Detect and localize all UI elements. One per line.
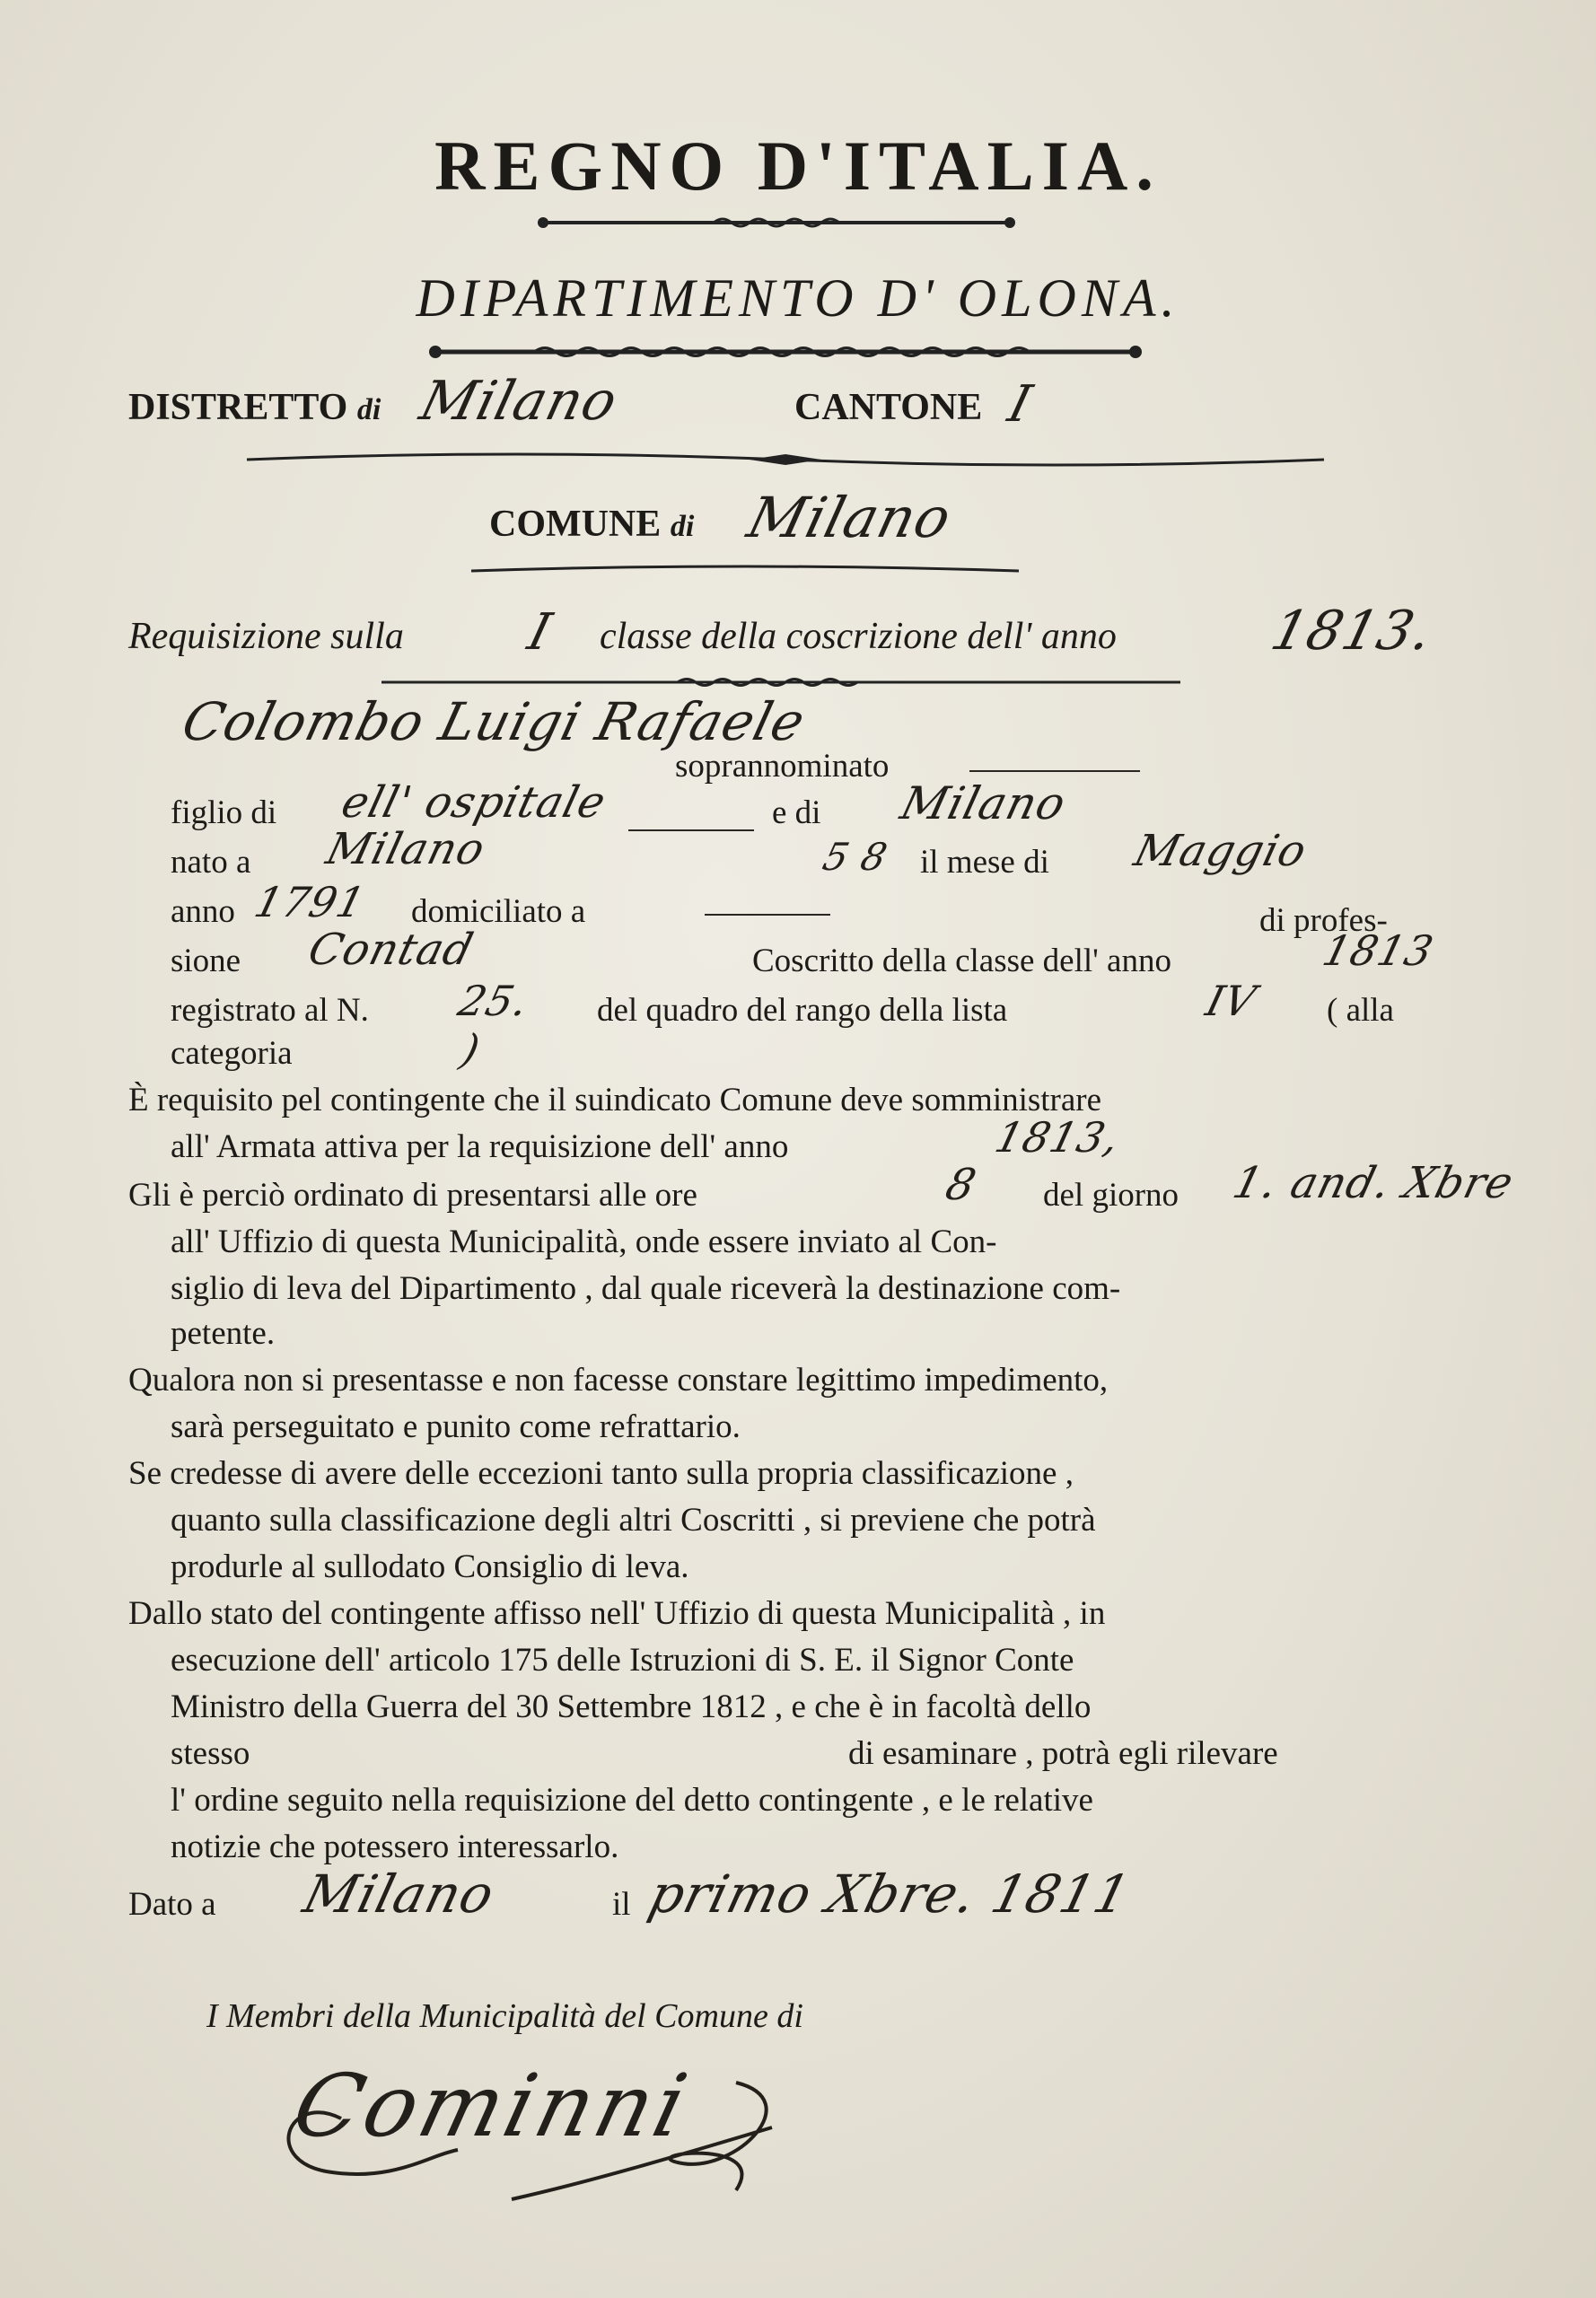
categoria-label: categoria [171, 1035, 293, 1072]
anno-label: anno [171, 893, 235, 930]
p5-line4b: di esaminare , potrà egli rilevare [848, 1735, 1278, 1772]
birthplace-value: Milano [321, 824, 491, 874]
giorno-label: del giorno [1043, 1177, 1179, 1214]
father-line [628, 829, 754, 831]
domicile-line [705, 914, 830, 916]
alla-label: ( alla [1327, 992, 1394, 1029]
birth-month-value: Maggio [1129, 826, 1312, 876]
quadro-label: del quadro del rango della lista [597, 992, 1008, 1029]
p4-line2: quanto sulla classificazione degli altri Coscritti , si previene che potrà [171, 1502, 1096, 1539]
p3-line2: sarà perseguitato e punito come refrattario. [171, 1408, 741, 1445]
signature: Cominni [284, 2056, 700, 2156]
cantone-value: I [1002, 375, 1039, 434]
soprannominato-line [969, 770, 1140, 772]
il-label: il [612, 1886, 631, 1923]
cantone-label: CANTONE [794, 387, 983, 428]
distretto-label: DISTRETTO di [128, 387, 381, 428]
requisition-class-value: I [522, 603, 558, 662]
lista-value: IV [1201, 977, 1262, 1025]
p4-line1: Se credesse di avere delle eccezioni tanto sulla propria classificazione , [128, 1455, 1074, 1492]
conscript-name: Colombo Luigi Rafaele [176, 691, 812, 752]
registration-number-value: 25. [453, 977, 534, 1025]
p5-line5: l' ordine seguito nella requisizione del detto contingente , e le relative [171, 1782, 1093, 1819]
coscritto-label: Coscritto della classe dell' anno [752, 943, 1171, 979]
requisition-middle: classe della coscrizione dell' anno [600, 616, 1117, 657]
figlio-label: figlio di [171, 794, 277, 831]
ornament-rule-5 [381, 675, 1180, 689]
day-value: 1. and. Xbre [1228, 1158, 1520, 1208]
ornament-rule-1 [534, 214, 1019, 232]
di-profes-label: di profes- [1259, 902, 1388, 939]
comune-label: COMUNE di [489, 504, 695, 545]
e-di-label: e di [772, 794, 821, 831]
p3-line1: Qualora non si presentasse e non facesse constare legittimo impedimento, [128, 1362, 1109, 1399]
soprannominato-label: soprannominato [675, 748, 890, 785]
p5-line4a: stesso [171, 1735, 250, 1772]
p1-line1: È requisito pel contingente che il suindicato Comune deve somministrare [128, 1082, 1102, 1118]
p1-year-value: 1813, [990, 1113, 1126, 1162]
nato-label: nato a [171, 844, 251, 881]
birth-day-value: 5 8 [818, 835, 892, 879]
mother-value: Milano [895, 777, 1072, 829]
coscritto-year-value: 1813 [1318, 926, 1439, 975]
department-title: DIPARTIMENTO D' OLONA. [416, 268, 1180, 328]
members-label: I Membri della Municipalità del Comune di [206, 1997, 803, 2035]
categoria-value: ) [456, 1025, 486, 1074]
comune-value: Milano [741, 485, 959, 550]
registrato-label: registrato al N. [171, 992, 369, 1029]
p1-line2: all' Armata attiva per la requisizione dell' anno [171, 1128, 789, 1165]
requisition-year-value: 1813. [1265, 600, 1440, 662]
father-value: ell' ospitale [337, 777, 611, 828]
p5-line1: Dallo stato del contingente affisso nell' Uffizio di questa Municipalità , in [128, 1595, 1106, 1632]
kingdom-title: REGNO D'ITALIA. [434, 127, 1162, 205]
p2-line4: petente. [171, 1315, 276, 1352]
p5-line2: esecuzione dell' articolo 175 delle Istruzioni di S. E. il Signor Conte [171, 1642, 1074, 1679]
requisition-prefix: Requisizione sulla [128, 616, 404, 657]
ornament-rule-3 [247, 449, 1324, 470]
p5-line3: Ministro della Guerra del 30 Settembre 1812 , e che è in facoltà dello [171, 1688, 1092, 1725]
p5-line6: notizie che potessero interessarlo. [171, 1829, 619, 1865]
ornament-rule-2 [426, 343, 1144, 361]
profession-value: Contad [303, 925, 479, 975]
birth-year-value: 1791 [250, 878, 371, 926]
signature-flourish [269, 2065, 808, 2208]
p2-line1: Gli è perciò ordinato di presentarsi alle ore [128, 1177, 697, 1214]
hour-value: 8 [941, 1160, 982, 1210]
distretto-value: Milano [414, 370, 625, 433]
p2-line2: all' Uffizio di questa Municipalità, onde essere inviato al Con- [171, 1224, 997, 1260]
dato-place-value: Milano [297, 1864, 501, 1925]
p2-line3: siglio di leva del Dipartimento , dal quale riceverà la destinazione com- [171, 1270, 1121, 1307]
p4-line3: produrle al sullodato Consiglio di leva. [171, 1548, 689, 1585]
dato-label: Dato a [128, 1886, 216, 1923]
mese-label: il mese di [920, 844, 1049, 881]
ornament-rule-4 [471, 564, 1019, 578]
domiciliato-label: domiciliato a [411, 893, 586, 930]
sione-label: sione [171, 943, 241, 979]
date-value: primo Xbre. 1811 [643, 1864, 1137, 1925]
